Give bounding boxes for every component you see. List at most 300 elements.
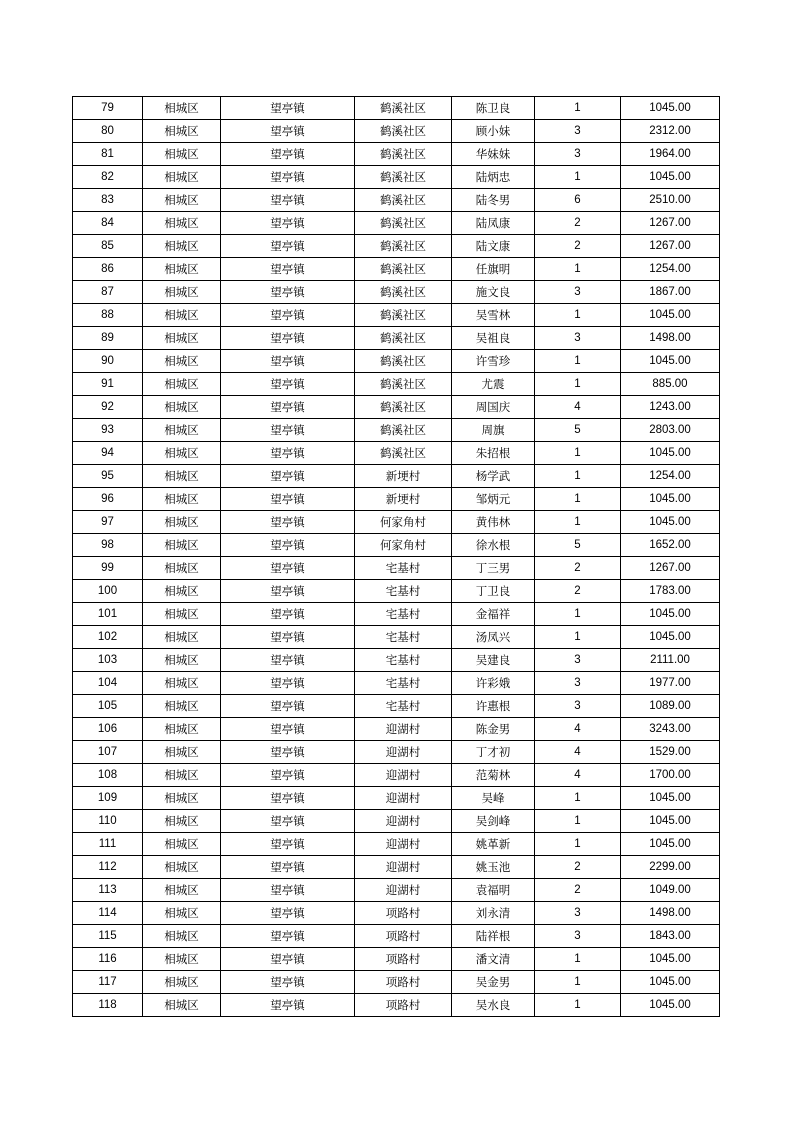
cell-serial-number: 108 [73, 764, 143, 787]
cell-amount: 1045.00 [621, 626, 720, 649]
cell-amount: 1498.00 [621, 902, 720, 925]
table-row [73, 718, 720, 741]
cell-village: 迎湖村 [355, 718, 452, 741]
roster-table [72, 96, 720, 1017]
cell-serial-number: 88 [73, 304, 143, 327]
cell-serial-number: 95 [73, 465, 143, 488]
cell-household-count: 1 [535, 350, 621, 373]
cell-town: 望亭镇 [221, 833, 355, 856]
cell-village: 鹤溪社区 [355, 258, 452, 281]
cell-town: 望亭镇 [221, 557, 355, 580]
cell-district: 相城区 [143, 902, 221, 925]
cell-amount: 1045.00 [621, 948, 720, 971]
cell-person-name: 顾小妹 [452, 120, 535, 143]
cell-serial-number: 101 [73, 603, 143, 626]
cell-village: 迎湖村 [355, 810, 452, 833]
cell-serial-number: 116 [73, 948, 143, 971]
cell-town: 望亭镇 [221, 649, 355, 672]
table-row [73, 350, 720, 373]
cell-village: 迎湖村 [355, 787, 452, 810]
cell-town: 望亭镇 [221, 626, 355, 649]
cell-village: 鹤溪社区 [355, 419, 452, 442]
cell-amount: 1267.00 [621, 212, 720, 235]
cell-town: 望亭镇 [221, 258, 355, 281]
cell-amount: 1045.00 [621, 304, 720, 327]
table-row [73, 281, 720, 304]
cell-district: 相城区 [143, 879, 221, 902]
cell-serial-number: 114 [73, 902, 143, 925]
cell-amount: 1529.00 [621, 741, 720, 764]
cell-district: 相城区 [143, 695, 221, 718]
cell-person-name: 吴金男 [452, 971, 535, 994]
table-row [73, 971, 720, 994]
cell-person-name: 陆冬男 [452, 189, 535, 212]
table-row [73, 879, 720, 902]
table-row [73, 856, 720, 879]
cell-amount: 1045.00 [621, 971, 720, 994]
table-row [73, 672, 720, 695]
cell-serial-number: 111 [73, 833, 143, 856]
cell-village: 何家角村 [355, 534, 452, 557]
cell-serial-number: 115 [73, 925, 143, 948]
cell-district: 相城区 [143, 833, 221, 856]
cell-serial-number: 86 [73, 258, 143, 281]
cell-person-name: 许彩娥 [452, 672, 535, 695]
cell-person-name: 徐水根 [452, 534, 535, 557]
cell-household-count: 1 [535, 465, 621, 488]
cell-town: 望亭镇 [221, 787, 355, 810]
cell-serial-number: 93 [73, 419, 143, 442]
cell-serial-number: 87 [73, 281, 143, 304]
cell-serial-number: 92 [73, 396, 143, 419]
cell-district: 相城区 [143, 534, 221, 557]
cell-person-name: 范菊林 [452, 764, 535, 787]
table-row [73, 511, 720, 534]
cell-serial-number: 81 [73, 143, 143, 166]
cell-household-count: 2 [535, 212, 621, 235]
cell-person-name: 吴建良 [452, 649, 535, 672]
cell-household-count: 1 [535, 971, 621, 994]
cell-serial-number: 118 [73, 994, 143, 1017]
cell-district: 相城区 [143, 925, 221, 948]
cell-village: 鹤溪社区 [355, 373, 452, 396]
cell-district: 相城区 [143, 166, 221, 189]
cell-amount: 1045.00 [621, 511, 720, 534]
cell-town: 望亭镇 [221, 971, 355, 994]
cell-village: 鹤溪社区 [355, 304, 452, 327]
cell-household-count: 1 [535, 304, 621, 327]
cell-person-name: 许雪珍 [452, 350, 535, 373]
cell-town: 望亭镇 [221, 764, 355, 787]
cell-household-count: 1 [535, 488, 621, 511]
table-row [73, 327, 720, 350]
cell-village: 鹤溪社区 [355, 212, 452, 235]
cell-village: 新埂村 [355, 465, 452, 488]
cell-person-name: 华妹妹 [452, 143, 535, 166]
cell-village: 项路村 [355, 925, 452, 948]
cell-district: 相城区 [143, 350, 221, 373]
cell-town: 望亭镇 [221, 350, 355, 373]
cell-household-count: 1 [535, 626, 621, 649]
table-row [73, 304, 720, 327]
cell-district: 相城区 [143, 396, 221, 419]
cell-person-name: 陆祥根 [452, 925, 535, 948]
cell-amount: 1783.00 [621, 580, 720, 603]
cell-household-count: 3 [535, 120, 621, 143]
cell-district: 相城区 [143, 856, 221, 879]
cell-town: 望亭镇 [221, 511, 355, 534]
cell-district: 相城区 [143, 281, 221, 304]
cell-serial-number: 107 [73, 741, 143, 764]
cell-amount: 1045.00 [621, 810, 720, 833]
table-row [73, 603, 720, 626]
cell-household-count: 1 [535, 833, 621, 856]
cell-person-name: 吴祖良 [452, 327, 535, 350]
cell-district: 相城区 [143, 304, 221, 327]
cell-household-count: 4 [535, 741, 621, 764]
cell-village: 宅基村 [355, 603, 452, 626]
cell-serial-number: 85 [73, 235, 143, 258]
cell-serial-number: 89 [73, 327, 143, 350]
cell-district: 相城区 [143, 787, 221, 810]
table-row [73, 189, 720, 212]
cell-person-name: 陆凤康 [452, 212, 535, 235]
cell-serial-number: 100 [73, 580, 143, 603]
cell-village: 鹤溪社区 [355, 442, 452, 465]
cell-household-count: 3 [535, 925, 621, 948]
cell-district: 相城区 [143, 235, 221, 258]
cell-household-count: 4 [535, 764, 621, 787]
cell-serial-number: 110 [73, 810, 143, 833]
cell-serial-number: 105 [73, 695, 143, 718]
table-row [73, 419, 720, 442]
cell-amount: 1045.00 [621, 787, 720, 810]
cell-amount: 1045.00 [621, 488, 720, 511]
cell-village: 宅基村 [355, 695, 452, 718]
cell-household-count: 5 [535, 534, 621, 557]
cell-household-count: 1 [535, 97, 621, 120]
cell-serial-number: 82 [73, 166, 143, 189]
cell-serial-number: 84 [73, 212, 143, 235]
cell-amount: 2111.00 [621, 649, 720, 672]
cell-person-name: 黄伟林 [452, 511, 535, 534]
cell-person-name: 周旗 [452, 419, 535, 442]
cell-village: 迎湖村 [355, 833, 452, 856]
cell-district: 相城区 [143, 511, 221, 534]
cell-district: 相城区 [143, 718, 221, 741]
cell-household-count: 3 [535, 327, 621, 350]
cell-town: 望亭镇 [221, 948, 355, 971]
cell-district: 相城区 [143, 971, 221, 994]
table-row [73, 557, 720, 580]
cell-amount: 1843.00 [621, 925, 720, 948]
cell-district: 相城区 [143, 994, 221, 1017]
cell-person-name: 陆文康 [452, 235, 535, 258]
cell-town: 望亭镇 [221, 488, 355, 511]
cell-person-name: 丁卫良 [452, 580, 535, 603]
cell-district: 相城区 [143, 741, 221, 764]
cell-village: 迎湖村 [355, 879, 452, 902]
cell-person-name: 尤震 [452, 373, 535, 396]
cell-town: 望亭镇 [221, 373, 355, 396]
cell-person-name: 施文良 [452, 281, 535, 304]
cell-village: 鹤溪社区 [355, 281, 452, 304]
cell-village: 何家角村 [355, 511, 452, 534]
cell-household-count: 2 [535, 580, 621, 603]
cell-serial-number: 98 [73, 534, 143, 557]
table-row [73, 833, 720, 856]
table-row [73, 488, 720, 511]
cell-village: 项路村 [355, 902, 452, 925]
cell-person-name: 吴剑峰 [452, 810, 535, 833]
cell-district: 相城区 [143, 672, 221, 695]
cell-district: 相城区 [143, 97, 221, 120]
cell-serial-number: 96 [73, 488, 143, 511]
cell-household-count: 2 [535, 235, 621, 258]
cell-household-count: 1 [535, 787, 621, 810]
cell-amount: 1254.00 [621, 258, 720, 281]
table-row [73, 212, 720, 235]
cell-person-name: 姚革新 [452, 833, 535, 856]
cell-village: 宅基村 [355, 626, 452, 649]
cell-village: 新埂村 [355, 488, 452, 511]
cell-town: 望亭镇 [221, 304, 355, 327]
cell-person-name: 汤凤兴 [452, 626, 535, 649]
cell-household-count: 2 [535, 879, 621, 902]
table-row [73, 166, 720, 189]
cell-town: 望亭镇 [221, 465, 355, 488]
cell-town: 望亭镇 [221, 810, 355, 833]
cell-village: 鹤溪社区 [355, 120, 452, 143]
cell-village: 鹤溪社区 [355, 350, 452, 373]
cell-household-count: 6 [535, 189, 621, 212]
cell-amount: 1045.00 [621, 833, 720, 856]
cell-district: 相城区 [143, 419, 221, 442]
cell-household-count: 1 [535, 258, 621, 281]
cell-town: 望亭镇 [221, 212, 355, 235]
cell-person-name: 袁福明 [452, 879, 535, 902]
cell-person-name: 丁才初 [452, 741, 535, 764]
cell-town: 望亭镇 [221, 695, 355, 718]
cell-person-name: 周国庆 [452, 396, 535, 419]
cell-person-name: 潘文清 [452, 948, 535, 971]
table-row [73, 258, 720, 281]
cell-district: 相城区 [143, 327, 221, 350]
cell-village: 项路村 [355, 948, 452, 971]
table-row [73, 442, 720, 465]
table-row [73, 649, 720, 672]
cell-amount: 1267.00 [621, 557, 720, 580]
cell-serial-number: 80 [73, 120, 143, 143]
cell-town: 望亭镇 [221, 741, 355, 764]
cell-amount: 885.00 [621, 373, 720, 396]
cell-serial-number: 90 [73, 350, 143, 373]
cell-amount: 2312.00 [621, 120, 720, 143]
cell-town: 望亭镇 [221, 166, 355, 189]
cell-district: 相城区 [143, 580, 221, 603]
cell-village: 迎湖村 [355, 856, 452, 879]
cell-town: 望亭镇 [221, 879, 355, 902]
cell-town: 望亭镇 [221, 235, 355, 258]
cell-town: 望亭镇 [221, 856, 355, 879]
cell-town: 望亭镇 [221, 281, 355, 304]
cell-serial-number: 113 [73, 879, 143, 902]
table-row [73, 235, 720, 258]
cell-district: 相城区 [143, 189, 221, 212]
cell-household-count: 1 [535, 994, 621, 1017]
cell-district: 相城区 [143, 212, 221, 235]
cell-person-name: 丁三男 [452, 557, 535, 580]
cell-amount: 2803.00 [621, 419, 720, 442]
cell-serial-number: 91 [73, 373, 143, 396]
cell-person-name: 陆炳忠 [452, 166, 535, 189]
table-row [73, 120, 720, 143]
table-row [73, 626, 720, 649]
cell-town: 望亭镇 [221, 419, 355, 442]
cell-serial-number: 117 [73, 971, 143, 994]
cell-person-name: 金福祥 [452, 603, 535, 626]
cell-district: 相城区 [143, 465, 221, 488]
cell-household-count: 3 [535, 143, 621, 166]
cell-serial-number: 94 [73, 442, 143, 465]
table-row [73, 948, 720, 971]
cell-village: 鹤溪社区 [355, 166, 452, 189]
cell-person-name: 吴雪林 [452, 304, 535, 327]
cell-district: 相城区 [143, 557, 221, 580]
table-row [73, 994, 720, 1017]
cell-serial-number: 112 [73, 856, 143, 879]
cell-village: 鹤溪社区 [355, 143, 452, 166]
table-row [73, 902, 720, 925]
cell-amount: 2510.00 [621, 189, 720, 212]
cell-serial-number: 97 [73, 511, 143, 534]
cell-town: 望亭镇 [221, 327, 355, 350]
cell-village: 宅基村 [355, 672, 452, 695]
cell-town: 望亭镇 [221, 97, 355, 120]
table-row [73, 373, 720, 396]
cell-household-count: 3 [535, 281, 621, 304]
cell-household-count: 1 [535, 603, 621, 626]
cell-amount: 3243.00 [621, 718, 720, 741]
cell-amount: 1700.00 [621, 764, 720, 787]
table-row [73, 465, 720, 488]
cell-household-count: 2 [535, 557, 621, 580]
cell-household-count: 1 [535, 442, 621, 465]
cell-amount: 1867.00 [621, 281, 720, 304]
table-row [73, 810, 720, 833]
cell-amount: 1045.00 [621, 442, 720, 465]
cell-district: 相城区 [143, 120, 221, 143]
cell-district: 相城区 [143, 143, 221, 166]
cell-amount: 1498.00 [621, 327, 720, 350]
cell-household-count: 1 [535, 166, 621, 189]
cell-town: 望亭镇 [221, 580, 355, 603]
cell-household-count: 1 [535, 810, 621, 833]
cell-town: 望亭镇 [221, 603, 355, 626]
roster-table-body [73, 97, 720, 1017]
cell-serial-number: 99 [73, 557, 143, 580]
cell-town: 望亭镇 [221, 120, 355, 143]
cell-household-count: 1 [535, 511, 621, 534]
table-row [73, 925, 720, 948]
cell-town: 望亭镇 [221, 925, 355, 948]
cell-district: 相城区 [143, 603, 221, 626]
cell-amount: 1045.00 [621, 350, 720, 373]
cell-amount: 1652.00 [621, 534, 720, 557]
cell-amount: 1254.00 [621, 465, 720, 488]
table-row [73, 764, 720, 787]
cell-household-count: 3 [535, 902, 621, 925]
cell-household-count: 3 [535, 695, 621, 718]
table-row [73, 396, 720, 419]
cell-village: 项路村 [355, 971, 452, 994]
cell-village: 迎湖村 [355, 764, 452, 787]
cell-person-name: 吴峰 [452, 787, 535, 810]
cell-person-name: 朱招根 [452, 442, 535, 465]
cell-household-count: 1 [535, 373, 621, 396]
table-row [73, 97, 720, 120]
cell-village: 迎湖村 [355, 741, 452, 764]
table-row [73, 695, 720, 718]
cell-town: 望亭镇 [221, 994, 355, 1017]
cell-amount: 1964.00 [621, 143, 720, 166]
cell-village: 鹤溪社区 [355, 235, 452, 258]
cell-village: 宅基村 [355, 649, 452, 672]
cell-town: 望亭镇 [221, 534, 355, 557]
cell-town: 望亭镇 [221, 396, 355, 419]
cell-village: 宅基村 [355, 580, 452, 603]
cell-household-count: 4 [535, 718, 621, 741]
cell-household-count: 1 [535, 948, 621, 971]
cell-town: 望亭镇 [221, 902, 355, 925]
cell-district: 相城区 [143, 649, 221, 672]
cell-amount: 1049.00 [621, 879, 720, 902]
cell-person-name: 杨学武 [452, 465, 535, 488]
cell-district: 相城区 [143, 488, 221, 511]
table-row [73, 534, 720, 557]
cell-person-name: 任旗明 [452, 258, 535, 281]
cell-serial-number: 109 [73, 787, 143, 810]
cell-village: 宅基村 [355, 557, 452, 580]
cell-household-count: 5 [535, 419, 621, 442]
cell-amount: 1089.00 [621, 695, 720, 718]
cell-town: 望亭镇 [221, 189, 355, 212]
cell-person-name: 许惠根 [452, 695, 535, 718]
cell-town: 望亭镇 [221, 442, 355, 465]
cell-amount: 1045.00 [621, 166, 720, 189]
table-row [73, 143, 720, 166]
cell-district: 相城区 [143, 373, 221, 396]
cell-village: 项路村 [355, 994, 452, 1017]
cell-person-name: 陈金男 [452, 718, 535, 741]
cell-district: 相城区 [143, 948, 221, 971]
cell-town: 望亭镇 [221, 672, 355, 695]
cell-district: 相城区 [143, 258, 221, 281]
cell-district: 相城区 [143, 764, 221, 787]
cell-serial-number: 104 [73, 672, 143, 695]
cell-amount: 2299.00 [621, 856, 720, 879]
cell-village: 鹤溪社区 [355, 327, 452, 350]
cell-household-count: 2 [535, 856, 621, 879]
cell-district: 相城区 [143, 442, 221, 465]
cell-district: 相城区 [143, 810, 221, 833]
table-row [73, 787, 720, 810]
cell-amount: 1045.00 [621, 994, 720, 1017]
cell-serial-number: 83 [73, 189, 143, 212]
cell-serial-number: 102 [73, 626, 143, 649]
cell-household-count: 3 [535, 649, 621, 672]
cell-person-name: 陈卫良 [452, 97, 535, 120]
